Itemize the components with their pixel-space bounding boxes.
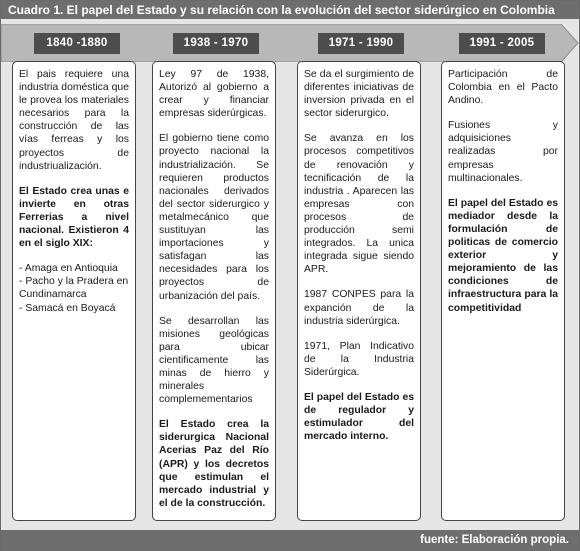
period-label-3: 1971 - 1990: [318, 33, 404, 54]
column-1991-2005: [441, 61, 565, 521]
col3-private-text: Se da el surgimiento de diferentes iniciativas de inversion privada en el sector siderurgico.: [304, 69, 414, 120]
col3-plan-text: 1971, Plan Indicativo de la Industria Siderúrgica.: [304, 340, 414, 378]
list-item: - Pacho y la Pradera en Cundinamarca: [19, 276, 129, 301]
list-item: - Samacá en Boyacá: [19, 302, 116, 314]
col3-conpes-text: 1987 CONPES para la expanción de la industria siderúrgica.: [304, 289, 414, 327]
col3-state-role: El papel del Estado es de regulador y estimulador del mercado interno.: [304, 391, 414, 443]
col1-ferrerias-list: [19, 262, 129, 314]
col4-andean-text: Participación de Colombia en el Pacto Andino.: [448, 69, 558, 107]
source-footer: fuente: Elaboración propia.: [1, 530, 579, 550]
col3-competition-text: Se avanza en los procesos competitivos de renovación y tecnificación de la industria . Aparecen las empresas con procesos de producción semi integrados. La unica integrada sigue siendo APR.: [304, 133, 414, 276]
col1-text: El pais requiere una industria doméstica que le provea los materiales necesarios para la construcción de las vías ferreas y los proyectos de industriualización.: [19, 69, 129, 172]
col2-state-role: El Estado crea la siderurgica Nacional Acerias Paz del Río (APR) y los decretos que estimulan el mercado industrial y el de la construcción.: [159, 419, 269, 509]
column-1971-1990: [297, 61, 421, 521]
period-label-2: 1938 - 1970: [173, 33, 259, 54]
col2-missions-text: Se desarrollan las misiones geológicas para ubicar cientificamente las minas de hierro y minerales complemementarios: [159, 315, 269, 406]
col4-mergers-text: Fusiones y adquisiciones realizadas por empresas multinacionales.: [448, 120, 558, 184]
table-title: Cuadro 1. El papel del Estado y su relación con la evolución del sector siderúrgico en Colombia: [1, 1, 579, 19]
col4-state-role: El papel del Estado es mediador desde la formulación de politicas de comercio exterior y mejoramiento de las condiciones de infraestructura para la competitividad: [448, 197, 558, 314]
period-label-1: 1840 -1880: [34, 33, 120, 54]
col2-law-text: Ley 97 de 1938, Autorizó al gobierno a crear y financiar empresas siderúrgicas.: [159, 69, 269, 120]
list-item: - Amaga en Antioquia: [19, 263, 118, 275]
column-1938-1970: [152, 61, 276, 521]
col1-state-role: El Estado crea unas e invierte en otras Ferrerias a nivel nacional. Existieron 4 en el siglo XIX:: [19, 185, 129, 250]
period-label-4: 1991 - 2005: [459, 33, 545, 54]
column-1840-1880: [12, 61, 136, 521]
col2-project-text: El gobierno tiene como proyecto nacional la industrialización. Se requieren productos nacionales derivados del sector siderurgico y metalmecánico que sustituyan las importaciones y satisfagan las necesidades para los proyectos de urbanización del país.: [159, 133, 269, 302]
